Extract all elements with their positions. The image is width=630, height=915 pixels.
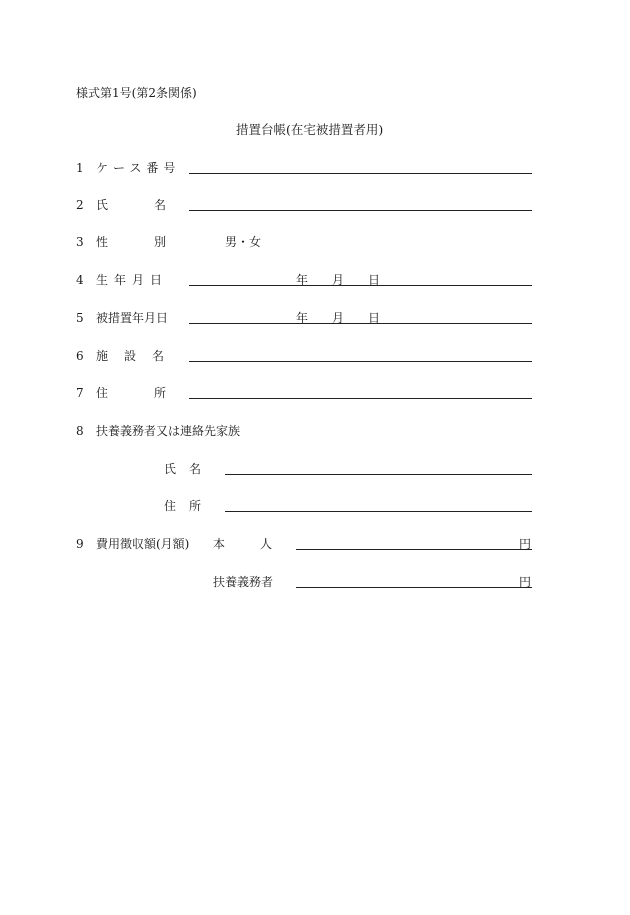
form-id: 様式第1号(第2条関係) bbox=[76, 86, 197, 100]
fee-supporter-label: 扶養義務者 bbox=[213, 575, 274, 589]
guardian-name-label-b: 名 bbox=[189, 462, 202, 476]
birth-label: 生年月日 bbox=[96, 273, 169, 287]
guardian-address-label-b: 所 bbox=[189, 499, 202, 513]
fee-self-amount-field[interactable] bbox=[296, 549, 532, 550]
item-number: 2 bbox=[76, 198, 84, 212]
facility-label: 施設名 bbox=[96, 349, 181, 363]
item-number: 7 bbox=[76, 386, 84, 400]
fee-self-yen-unit: 円 bbox=[519, 537, 532, 551]
case-number-field[interactable] bbox=[189, 173, 532, 174]
birth-year-unit: 年 bbox=[296, 273, 309, 287]
facility-field[interactable] bbox=[189, 361, 532, 362]
item-number: 8 bbox=[76, 424, 84, 438]
sex-label-b: 別 bbox=[154, 235, 167, 249]
guardian-name-field[interactable] bbox=[225, 474, 532, 475]
fee-supporter-amount-field[interactable] bbox=[296, 587, 532, 588]
placement-day-unit: 日 bbox=[368, 311, 381, 325]
guardian-name-label-a: 氏 bbox=[164, 462, 177, 476]
item-number: 6 bbox=[76, 349, 84, 363]
placement-month-unit: 月 bbox=[332, 311, 345, 325]
sex-label-a: 性 bbox=[96, 235, 109, 249]
placement-date-field[interactable] bbox=[189, 323, 532, 324]
page-title: 措置台帳(在宅被措置者用) bbox=[236, 122, 384, 137]
name-field[interactable] bbox=[189, 210, 532, 211]
case-number-label: ケース番号 bbox=[96, 161, 181, 175]
fee-self-label-b: 人 bbox=[260, 537, 273, 551]
address-label-b: 所 bbox=[154, 386, 167, 400]
placement-year-unit: 年 bbox=[296, 311, 309, 325]
address-field[interactable] bbox=[189, 398, 532, 399]
item-number: 9 bbox=[76, 537, 84, 551]
item-number: 4 bbox=[76, 273, 84, 287]
name-label-a: 氏 bbox=[96, 198, 109, 212]
guardian-address-field[interactable] bbox=[225, 511, 532, 512]
fee-self-label-a: 本 bbox=[213, 537, 226, 551]
name-label-b: 名 bbox=[154, 198, 167, 212]
birth-date-field[interactable] bbox=[189, 285, 532, 286]
fee-label: 費用徴収額(月額) bbox=[96, 537, 190, 551]
item-number: 1 bbox=[76, 161, 84, 175]
item-number: 5 bbox=[76, 311, 84, 325]
guardian-address-label-a: 住 bbox=[164, 499, 177, 513]
address-label-a: 住 bbox=[96, 386, 109, 400]
guardian-label: 扶養義務者又は連絡先家族 bbox=[96, 424, 241, 438]
placement-date-label: 被措置年月日 bbox=[96, 311, 169, 325]
sex-options[interactable]: 男・女 bbox=[225, 235, 262, 249]
fee-supporter-yen-unit: 円 bbox=[519, 575, 532, 589]
item-number: 3 bbox=[76, 235, 84, 249]
birth-month-unit: 月 bbox=[332, 273, 345, 287]
birth-day-unit: 日 bbox=[368, 273, 381, 287]
